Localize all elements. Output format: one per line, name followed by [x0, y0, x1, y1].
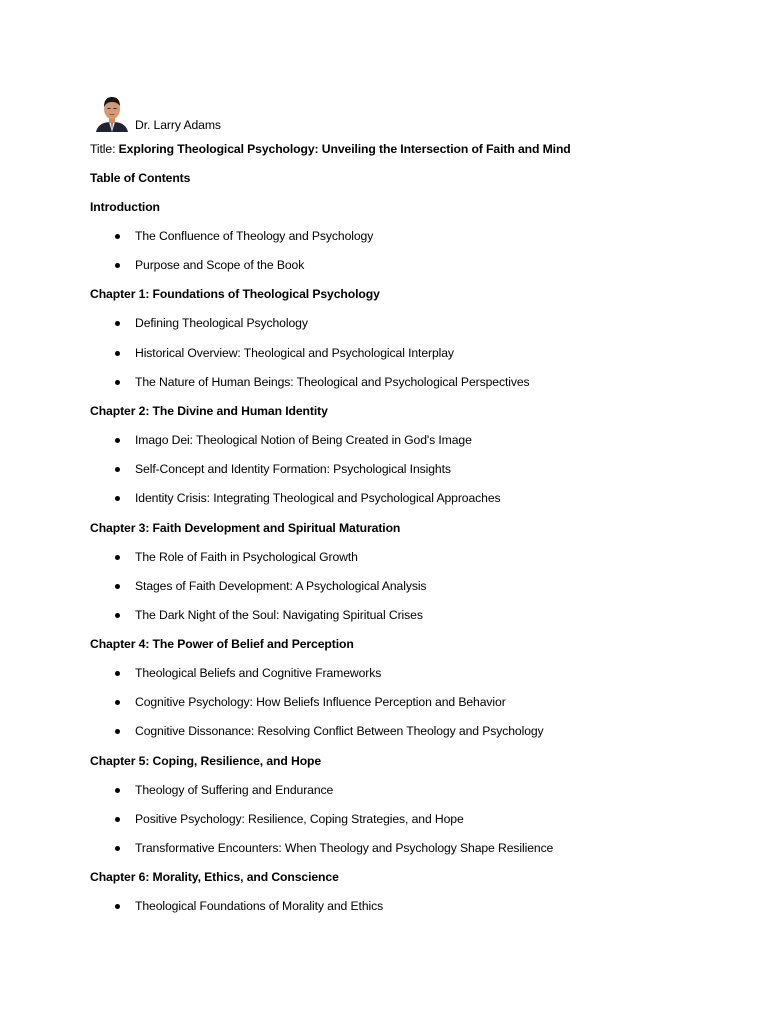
title-text: Exploring Theological Psychology: Unveiling the Intersection of Faith and Mind [118, 142, 571, 156]
bullet-icon [115, 438, 120, 443]
list-item-text: The Role of Faith in Psychological Growth [135, 549, 358, 564]
list-item-text: The Nature of Human Beings: Theological and Psychological Perspectives [135, 374, 530, 389]
list-item [90, 549, 730, 578]
list-item-text: Defining Theological Psychology [135, 316, 308, 331]
list-item [90, 578, 730, 607]
bullet-icon [115, 700, 120, 705]
list-item [90, 490, 730, 519]
list-item [90, 811, 730, 840]
list-item-text: Theological Foundations of Morality and Ethics [135, 899, 384, 914]
document-title [90, 141, 730, 170]
section-heading: Chapter 1: Foundations of Theological Psychology [90, 287, 380, 302]
table-of-contents [90, 199, 730, 927]
bullet-icon [115, 788, 120, 793]
list-item [90, 607, 730, 636]
list-item-text: Stages of Faith Development: A Psychological Analysis [135, 578, 427, 593]
list-item-text: Historical Overview: Theological and Psychological Interplay [135, 345, 454, 360]
list-item-text: Transformative Encounters: When Theology and Psychology Shape Resilience [135, 841, 554, 855]
list-item [90, 374, 730, 403]
list-item [90, 345, 730, 374]
bullet-icon [115, 817, 120, 822]
bullet-icon [115, 729, 120, 734]
bullet-icon [115, 467, 120, 472]
bullet-icon [115, 613, 120, 618]
list-item-text: Cognitive Psychology: How Beliefs Influence Perception and Behavior [135, 695, 506, 710]
list-item-text: Theological Beliefs and Cognitive Frameworks [135, 666, 382, 681]
bullet-icon [115, 555, 120, 560]
list-item [90, 782, 730, 811]
list-item-text: Imago Dei: Theological Notion of Being Created in God's Image [135, 432, 472, 447]
list-item-text: Identity Crisis: Integrating Theological and Psychological Approaches [135, 491, 501, 506]
list-item [90, 723, 730, 752]
list-item-text: Purpose and Scope of the Book [135, 258, 305, 273]
list-item-text: Positive Psychology: Resilience, Coping Strategies, and Hope [135, 811, 464, 826]
bullet-icon [115, 351, 120, 356]
list-item [90, 432, 730, 461]
toc-heading: Table of Contents [90, 171, 191, 185]
list-item [90, 665, 730, 694]
section-heading: Chapter 6: Morality, Ethics, and Conscience [90, 870, 339, 885]
section-heading: Chapter 2: The Divine and Human Identity [90, 403, 328, 418]
bullet-icon [115, 496, 120, 501]
section-heading: Chapter 3: Faith Development and Spiritual Maturation [90, 520, 401, 535]
bullet-icon [115, 584, 120, 589]
bullet-icon [115, 263, 120, 268]
person-photo-icon [94, 94, 130, 132]
bullet-icon [115, 904, 120, 909]
author-name: Dr. Larry Adams [135, 118, 221, 132]
list-item [90, 898, 730, 927]
bullet-icon [115, 234, 120, 239]
section-heading: Chapter 4: The Power of Belief and Perception [90, 637, 354, 652]
list-item [90, 257, 730, 286]
section-heading: Introduction [90, 200, 160, 214]
bullet-icon [115, 380, 120, 385]
title-label: Title: [90, 142, 119, 156]
list-item-text: Cognitive Dissonance: Resolving Conflict Between Theology and Psychology [135, 724, 544, 739]
document-page [90, 92, 730, 927]
list-item-text: Theology of Suffering and Endurance [135, 782, 334, 797]
author-row [90, 92, 730, 132]
bullet-icon [115, 321, 120, 326]
list-item [90, 694, 730, 723]
list-item-text: The Confluence of Theology and Psychology [135, 229, 374, 243]
list-item [90, 840, 730, 869]
bullet-icon [115, 671, 120, 676]
list-item-text: Self-Concept and Identity Formation: Psychological Insights [135, 462, 451, 477]
section-heading: Chapter 5: Coping, Resilience, and Hope [90, 753, 322, 768]
list-item [90, 228, 730, 257]
list-item [90, 461, 730, 490]
bullet-icon [115, 846, 120, 851]
list-item-text: The Dark Night of the Soul: Navigating Spiritual Crises [135, 607, 423, 622]
list-item [90, 315, 730, 344]
